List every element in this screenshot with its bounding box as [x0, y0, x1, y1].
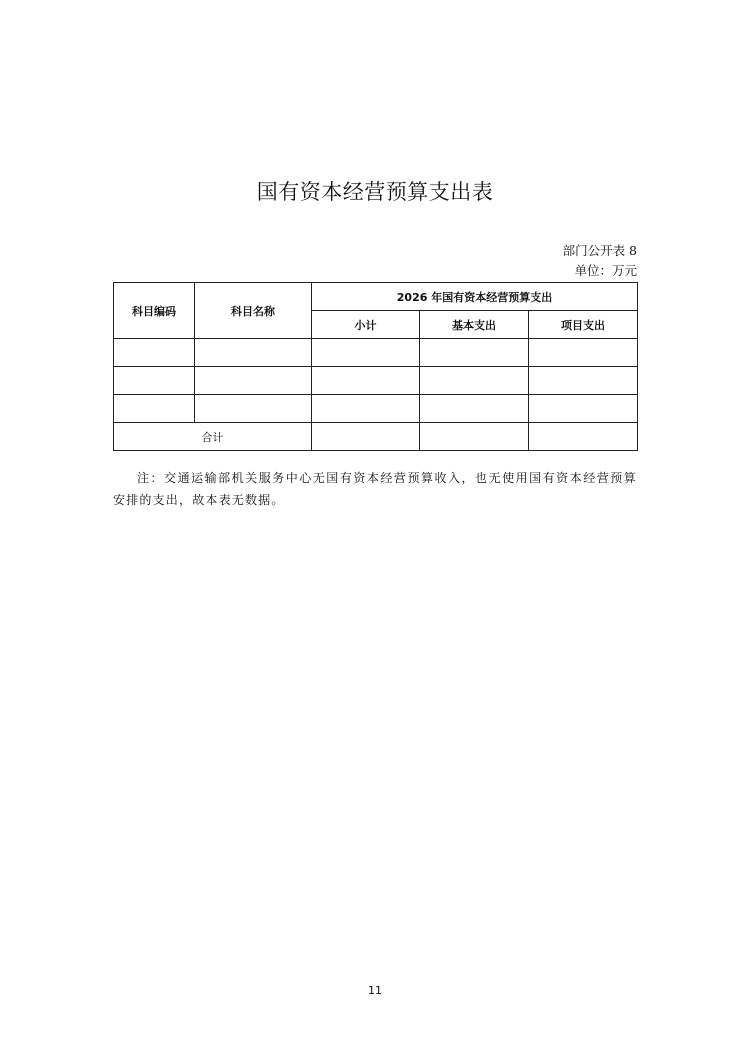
header-subtotal: 小计	[312, 311, 420, 339]
cell-project-expenditure	[529, 395, 638, 423]
header-basic-expenditure: 基本支出	[420, 311, 529, 339]
unit-label: 单位：万元	[574, 263, 637, 278]
table-row	[114, 395, 638, 423]
table-total-row	[114, 423, 638, 451]
table-row	[114, 339, 638, 367]
cell-subject-name	[195, 339, 312, 367]
cell-project-expenditure	[529, 339, 638, 367]
header-expenditure-group: 2026 年国有资本经营预算支出	[312, 283, 638, 311]
cell-subject-name	[195, 395, 312, 423]
cell-subtotal	[312, 367, 420, 395]
total-basic-expenditure	[420, 423, 529, 451]
header-subject-code: 科目编码	[114, 283, 195, 339]
table-note: 注：交通运输部机关服务中心无国有资本经营预算收入，也无使用国有资本经营预算安排的支出，故本表无数据。	[113, 471, 637, 507]
table-header-row	[114, 283, 638, 311]
total-project-expenditure	[529, 423, 638, 451]
cell-basic-expenditure	[420, 339, 529, 367]
header-subject-name: 科目名称	[195, 283, 312, 339]
total-subtotal	[312, 423, 420, 451]
cell-subject-code	[114, 367, 195, 395]
cell-basic-expenditure	[420, 367, 529, 395]
cell-subtotal	[312, 395, 420, 423]
cell-subject-name	[195, 367, 312, 395]
total-label: 合计	[114, 423, 312, 451]
page-title: 国有资本经营预算支出表	[256, 180, 494, 204]
header-project-expenditure: 项目支出	[529, 311, 638, 339]
cell-project-expenditure	[529, 367, 638, 395]
cell-subject-code	[114, 395, 195, 423]
table-row	[114, 367, 638, 395]
budget-table	[113, 282, 638, 451]
cell-basic-expenditure	[420, 395, 529, 423]
cell-subtotal	[312, 339, 420, 367]
page-number: 11	[368, 984, 382, 997]
table-number-label: 部门公开表 8	[562, 243, 637, 258]
cell-subject-code	[114, 339, 195, 367]
